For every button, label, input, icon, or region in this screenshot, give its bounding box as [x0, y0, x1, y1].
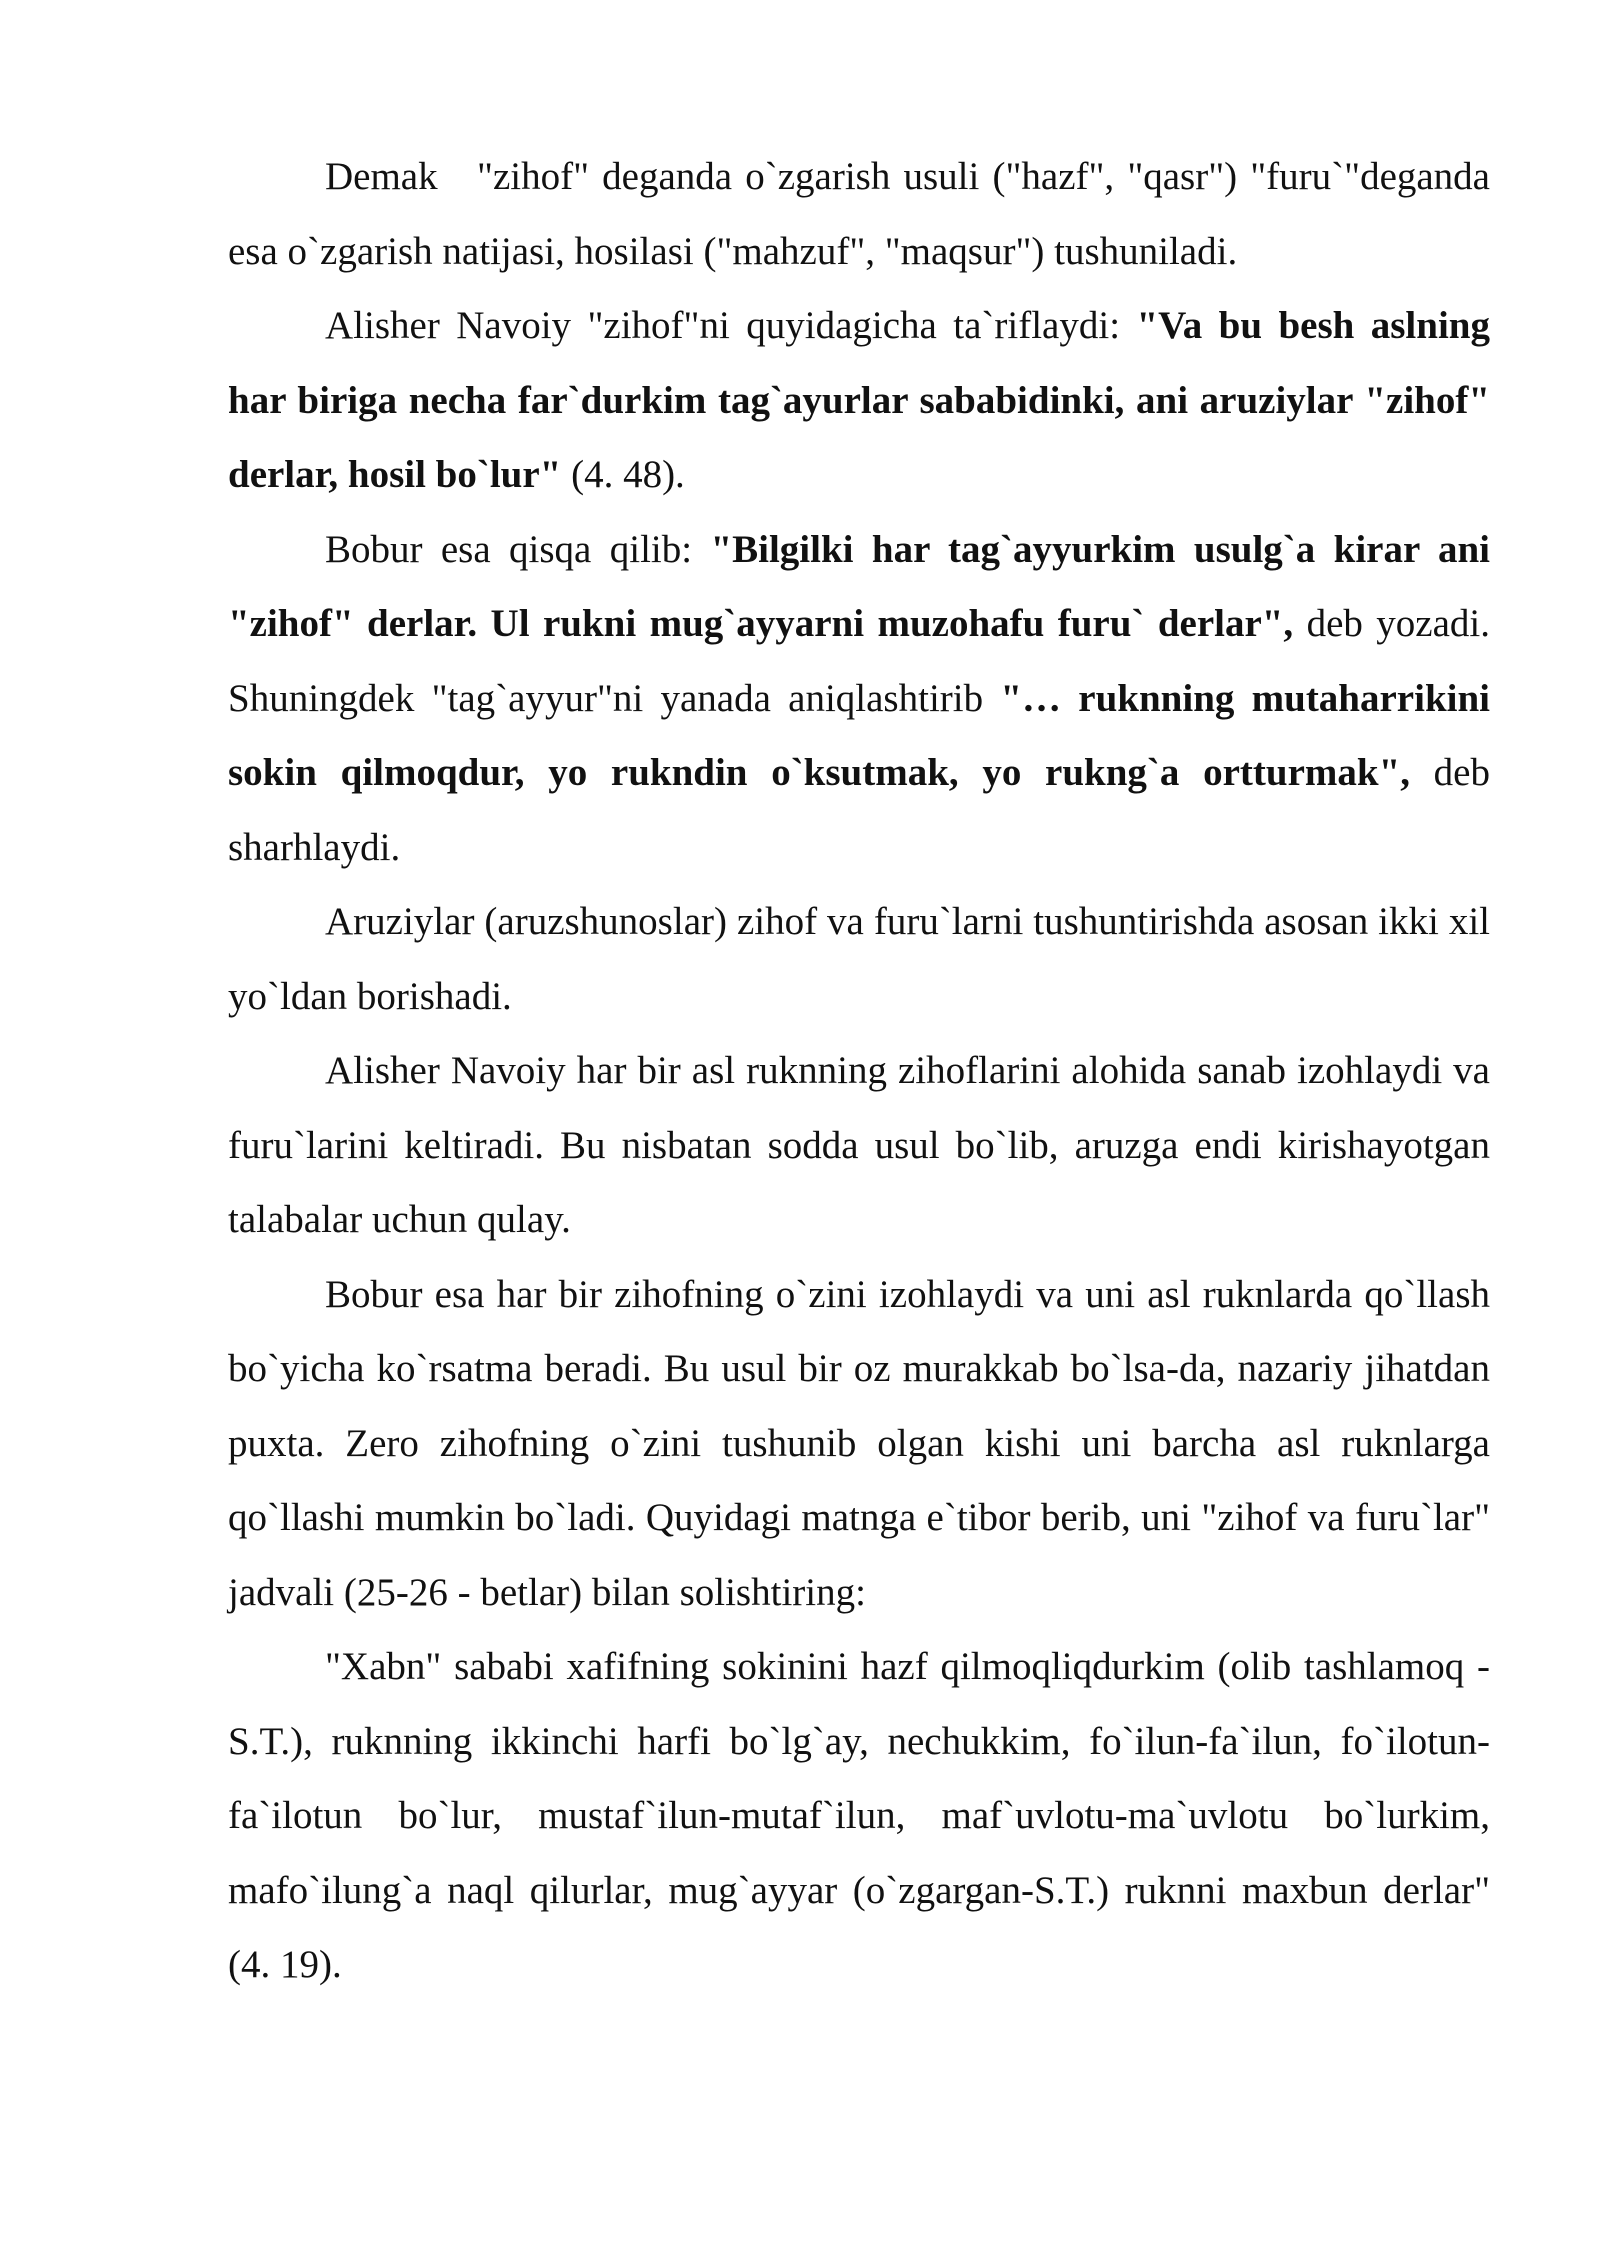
bold-quote: "… ruknning mutaharrikini sokin qilmoqdur, yo rukndin o`ksutmak, yo rukng`a ortturmak", [228, 676, 1490, 794]
paragraph-bobur-definition [228, 513, 1490, 886]
paragraph-two-approaches [228, 885, 1490, 1034]
text-run: Demak "zihof" deganda o`zgarish usuli ("hazf", "qasr") "furu`"deganda esa o`zgarish natijasi, hosilasi ("mahzuf", "maqsur") tushuniladi. [228, 155, 1490, 273]
paragraph-xabn-quote [228, 1630, 1490, 2003]
text-run: Aruziylar (aruzshunoslar) zihof va furu`larni tushuntirishda asosan ikki xil yo`ldan borishadi. [228, 900, 1490, 1018]
text-run: Alisher Navoiy "zihof"ni quyidagicha ta`riflaydi: [325, 304, 1137, 347]
text-run: "Xabn" sababi xafifning sokinini hazf qilmoqliqdurkim (olib tashlamoq - S.T.), ruknning ikkinchi harfi bo`lg`ay, nechukkim, fo`ilun-fa`ilun, fo`ilotun-fa`ilotun bo`lur, mustaf`ilun-mutaf`ilun, maf`uvlotu-ma`uvlotu bo`lurkim, mafo`ilung`a naql qilurlar, mug`ayyar (o`zgargan-S.T.) ruknni maxbun derlar" (4. 19). [228, 1645, 1490, 1986]
text-run: deb yozadi. Shuningdek "tag`ayyur"ni yanada aniqlashtirib [228, 602, 1491, 720]
text-run: deb sharhlaydi. [228, 751, 1490, 869]
bold-quote: "Va bu besh aslning har biriga necha far`durkim tag`ayurlar sababidinki, ani aruziylar "zihof" derlar, hosil bo`lur" [228, 304, 1490, 496]
paragraph-bobur-method [228, 1258, 1490, 1631]
document-page [228, 140, 1490, 2003]
bold-quote: "Bilgilki har tag`ayyurkim usulg`a kirar ani "zihof" derlar. Ul rukni mug`ayyarni muzohafu furu` derlar", [228, 527, 1490, 645]
paragraph-navoiy-definition [228, 289, 1490, 513]
paragraph-zihof-definition [228, 140, 1490, 289]
text-run: Bobur esa qisqa qilib: [325, 527, 711, 571]
text-run: Alisher Navoiy har bir asl ruknning zihoflarini alohida sanab izohlaydi va furu`larini keltiradi. Bu nisbatan sodda usul bo`lib, aruzga endi kirishayotgan talabalar uchun qulay. [228, 1049, 1490, 1241]
paragraph-navoiy-method [228, 1034, 1490, 1258]
text-run: Bobur esa har bir zihofning o`zini izohlaydi va uni asl ruknlarda qo`llash bo`yicha ko`rsatma beradi. Bu usul bir oz murakkab bo`lsa-da, nazariy jihatdan puxta. Zero zihofning o`zini tushunib olgan kishi uni barcha asl ruknlarga qo`llashi mumkin bo`ladi. Quyidagi matnga e`tibor berib, uni "zihof va furu`lar" jadvali (25-26 - betlar) bilan solishtiring: [228, 1272, 1490, 1614]
citation: (4. 48). [561, 453, 685, 496]
